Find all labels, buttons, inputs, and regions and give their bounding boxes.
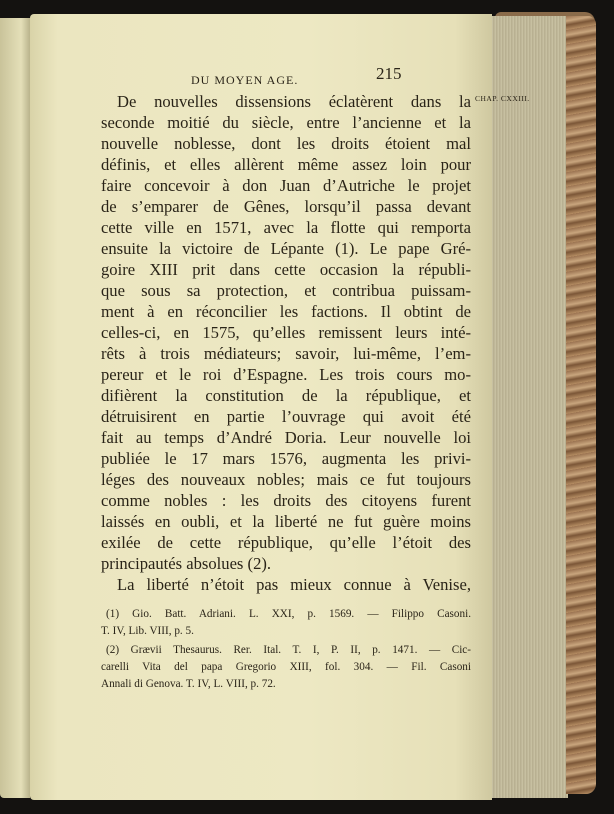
footnote-1-cont: T. IV, Lib. VIII, p. 5. <box>101 625 194 637</box>
body-line: faire concevoir à don Juan d’Autriche le projet <box>101 176 471 195</box>
footnote-1: (1) Gio. Batt. Adriani. L. XXI, p. 1569. — Filippo Casoni. <box>106 608 471 620</box>
marginal-chapter-note: CHAP. CXXIII. <box>475 94 530 103</box>
body-line: seconde moitié du siècle, entre l’ancienne et la <box>101 113 471 132</box>
body-line: cette ville en 1571, avec la flotte qui remporta <box>101 218 471 237</box>
footnote-2-cont: Annali di Genova. T. IV, L. VIII, p. 72. <box>101 678 276 690</box>
body-line: laissés en oubli, et la liberté ne fut guère moins <box>101 512 471 531</box>
marbled-cover <box>566 16 596 794</box>
running-title: DU MOYEN AGE. <box>191 73 299 87</box>
body-line: pereur et le roi d’Espagne. Les trois cours mo- <box>101 365 471 384</box>
body-line: goire XIII prit dans cette occasion la républi- <box>101 260 471 279</box>
body-line: exilée de cette république, qu’elle l’étoit des <box>101 533 471 552</box>
body-line: La liberté n’étoit pas mieux connue à Venise, <box>117 575 471 594</box>
page-number: 215 <box>376 64 402 83</box>
body-line: léges des nouveaux nobles; mais ce fut toujours <box>101 470 471 489</box>
body-line: De nouvelles dissensions éclatèrent dans la <box>117 92 471 111</box>
body-line: détruisirent en partie l’ouvrage qui avoit été <box>101 407 471 426</box>
body-line: comme nobles : les droits des citoyens furent <box>101 491 471 510</box>
body-line: nouvelle noblesse, dont les droits étoient mal <box>101 134 471 153</box>
footnote-2-cont: carelli Vita del papa Gregorio XIII, fol. 304. — Fil. Casoni <box>101 661 471 673</box>
body-line: celles-ci, en 1575, qu’elles remissent leurs inté- <box>101 323 471 342</box>
body-line: définis, et elles allèrent même assez loin pour <box>101 155 471 174</box>
facing-page-edge <box>0 18 30 798</box>
body-line: ment à en réconcilier les factions. Il obtint de <box>101 302 471 321</box>
body-line: ensuite la victoire de Lépante (1). Le pape Gré- <box>101 239 471 258</box>
body-line: principautés absolues (2). <box>101 554 272 573</box>
footnote-2: (2) Grævii Thesaurus. Rer. Ital. T. I, P. II, p. 1471. — Cic- <box>106 644 471 656</box>
body-line: publiée le 17 mars 1576, augmenta les privi- <box>101 449 471 468</box>
page-edges <box>490 16 568 798</box>
body-line: difièrent la constitution de la république, et <box>101 386 471 405</box>
body-line: rêts à trois médiateurs; savoir, lui-même, l’em- <box>101 344 471 363</box>
body-line: de s’emparer de Gênes, lorsqu’il passa devant <box>101 197 471 216</box>
body-line: fait au temps d’André Doria. Leur nouvelle loi <box>101 428 471 447</box>
body-line: que sous sa protection, et contribua puissam- <box>101 281 471 300</box>
